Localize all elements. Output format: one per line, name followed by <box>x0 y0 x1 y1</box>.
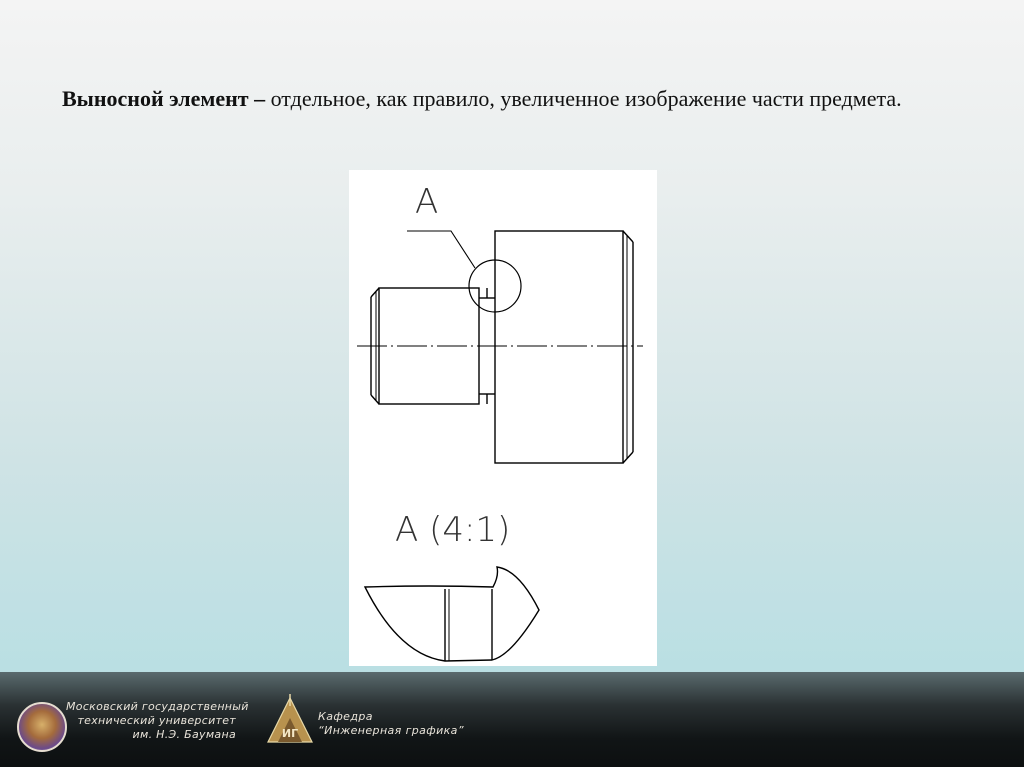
department-name-line2: “Инженерная графика” <box>318 724 464 737</box>
callout-label: A <box>415 182 439 222</box>
detail-outline <box>365 567 539 661</box>
definition-term: Выносной элемент – <box>62 86 266 111</box>
definition-text <box>62 82 982 116</box>
university-name-line3: им. Н.Э. Баумана <box>132 728 236 741</box>
department-logo-icon <box>264 692 316 746</box>
detail-label: A (4:1) <box>395 510 511 550</box>
department-name-line1: Кафедра <box>318 710 373 723</box>
university-name-line2: технический университет <box>77 714 236 727</box>
department-logo-text: ИГ <box>281 727 299 740</box>
callout-leader <box>407 231 475 268</box>
definition-body: отдельное, как правило, увеличенное изображение части предмета. <box>265 86 902 111</box>
drawing-canvas <box>349 170 657 666</box>
department-name <box>318 710 464 738</box>
university-name <box>66 700 249 742</box>
university-name-line1: Московский государственный <box>66 700 249 713</box>
large-cylinder-outline <box>495 231 623 463</box>
university-emblem-icon <box>17 702 67 752</box>
technical-drawing <box>349 170 657 666</box>
footer-bar <box>0 672 1024 767</box>
